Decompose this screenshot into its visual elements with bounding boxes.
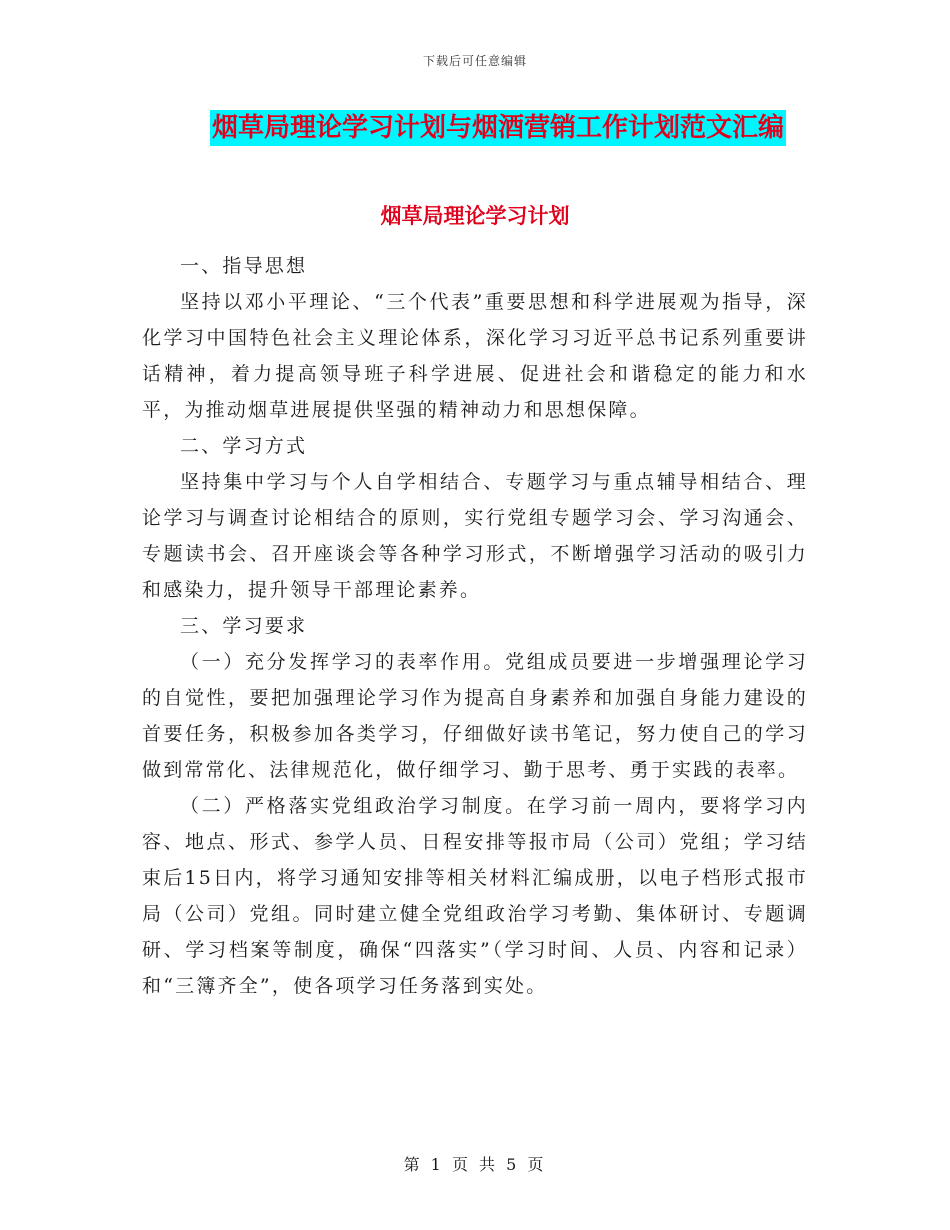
page-number: 第 1 页 共 5 页 [403,1155,547,1174]
heading-study-requirements: 三、学习要求 [180,615,308,637]
main-title-container [0,110,950,146]
heading-guiding-thought: 一、指导思想 [180,255,308,277]
section-title: 烟草局理论学习计划 [380,203,570,228]
page-header-note: 下载后可任意编辑 [422,54,527,68]
document-body [142,248,808,1004]
paragraph-guiding-thought: 坚持以邓小平理论、“三个代表”重要思想和科学进展观为指导，深化学习中国特色社会主义理论体系，深化学习习近平总书记系列重要讲话精神，着力提高领导班子科学进展、促进社会和谐稳定的能力和水平，为推动烟草进展提供坚强的精神动力和思想保障。 [142,291,808,421]
paragraph-requirement-2: （二）严格落实党组政治学习制度。在学习前一周内，要将学习内容、地点、形式、参学人员、日程安排等报市局（公司）党组；学习结束后15日内，将学习通知安排等相关材料汇编成册，以电子档形式报市局（公司）党组。同时建立健全党组政治学习考勤、集体研讨、专题调研、学习档案等制度，确保“四落实”（学习时间、人员、内容和记录）和“三簿齐全”，使各项学习任务落到实处。 [142,795,808,997]
paragraph-requirement-1: （一）充分发挥学习的表率作用。党组成员要进一步增强理论学习的自觉性，要把加强理论学习作为提高自身素养和加强自身能力建设的首要任务，积极参加各类学习，仔细做好读书笔记，努力使自己的学习做到常常化、法律规范化，做仔细学习、勤于思考、勇于实践的表率。 [142,651,808,781]
heading-study-method: 二、学习方式 [180,435,308,457]
paragraph-study-method: 坚持集中学习与个人自学相结合、专题学习与重点辅导相结合、理论学习与调查讨论相结合的原则，实行党组专题学习会、学习沟通会、专题读书会、召开座谈会等各种学习形式，不断增强学习活动的吸引力和感染力，提升领导干部理论素养。 [142,471,808,601]
main-title: 烟草局理论学习计划与烟酒营销工作计划范文汇编 [210,110,786,146]
